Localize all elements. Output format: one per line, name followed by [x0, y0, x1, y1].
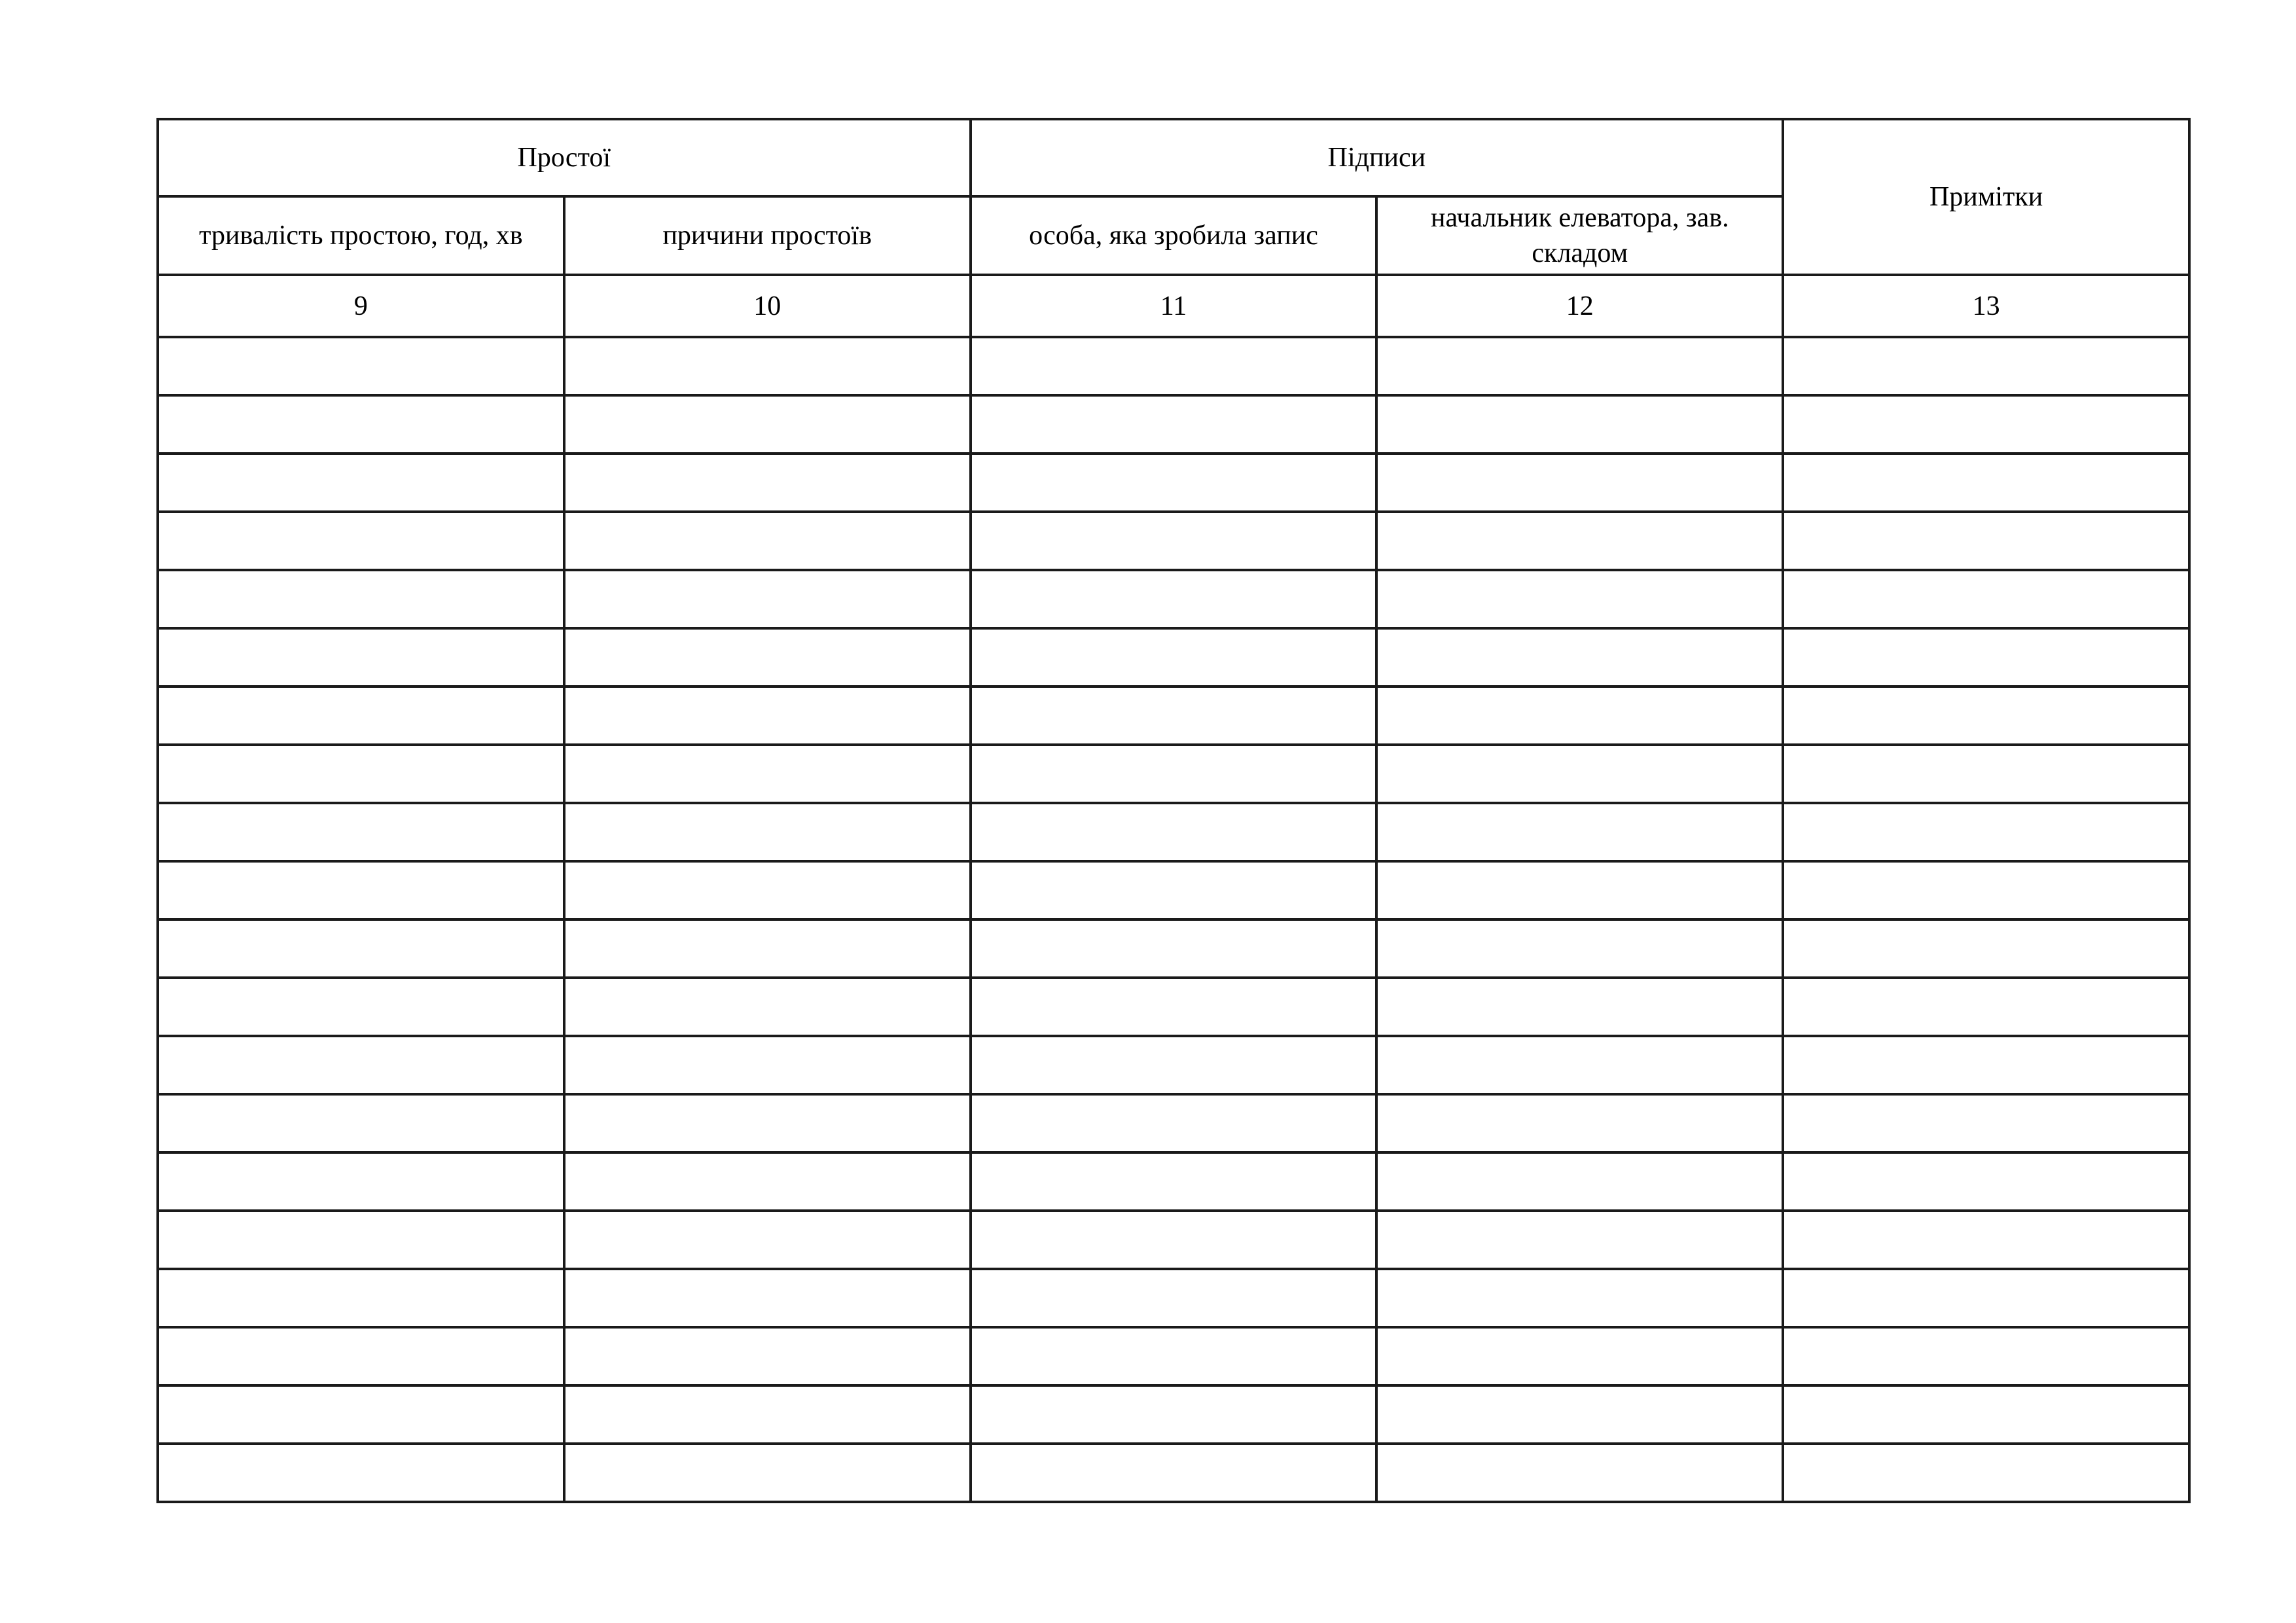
table-row	[158, 512, 2189, 570]
table-row	[158, 454, 2189, 512]
table-cell[interactable]	[158, 803, 564, 861]
table-cell[interactable]	[1783, 628, 2189, 687]
table-row	[158, 978, 2189, 1036]
table-cell[interactable]	[971, 1211, 1377, 1269]
table-cell[interactable]	[971, 861, 1377, 919]
table-cell[interactable]	[1783, 1094, 2189, 1152]
table-row	[158, 803, 2189, 861]
table-cell[interactable]	[1376, 512, 1783, 570]
downtime-log-table	[156, 118, 2191, 1503]
table-cell[interactable]	[1376, 687, 1783, 745]
table-cell[interactable]	[971, 919, 1377, 978]
table-cell[interactable]	[564, 1385, 971, 1444]
table-cell[interactable]	[564, 1327, 971, 1385]
table-cell[interactable]	[1783, 1152, 2189, 1211]
table-cell[interactable]	[971, 745, 1377, 803]
group-header-signatures: Підписи	[971, 119, 1784, 196]
table-cell[interactable]	[1376, 1444, 1783, 1502]
table-cell[interactable]	[1783, 454, 2189, 512]
table-cell[interactable]	[1376, 337, 1783, 395]
table-cell[interactable]	[1783, 570, 2189, 628]
table-cell[interactable]	[1783, 978, 2189, 1036]
column-number-row	[158, 275, 2189, 337]
table-cell[interactable]	[1783, 1444, 2189, 1502]
table-cell[interactable]	[1376, 1094, 1783, 1152]
table-cell[interactable]	[971, 1036, 1377, 1094]
table-cell[interactable]	[1376, 628, 1783, 687]
table-cell[interactable]	[564, 1094, 971, 1152]
table-cell[interactable]	[1783, 337, 2189, 395]
table-cell[interactable]	[1783, 745, 2189, 803]
table-row	[158, 1385, 2189, 1444]
table-cell[interactable]	[158, 1036, 564, 1094]
column-header-elevator-head: начальник елеватора, зав. складом	[1376, 196, 1783, 275]
table-row	[158, 570, 2189, 628]
table-cell[interactable]	[1376, 1269, 1783, 1327]
table-cell[interactable]	[1783, 919, 2189, 978]
table-cell[interactable]	[1376, 978, 1783, 1036]
group-header-row	[158, 119, 2189, 196]
table-cell[interactable]	[158, 454, 564, 512]
table-cell[interactable]	[564, 454, 971, 512]
table-row	[158, 861, 2189, 919]
table-cell[interactable]	[564, 745, 971, 803]
column-header-recorder: особа, яка зробила запис	[971, 196, 1377, 275]
column-number: 11	[971, 275, 1377, 337]
table-row	[158, 395, 2189, 454]
table-cell[interactable]	[971, 628, 1377, 687]
table-cell[interactable]	[564, 395, 971, 454]
table-cell[interactable]	[971, 570, 1377, 628]
table-cell[interactable]	[158, 1327, 564, 1385]
table-cell[interactable]	[564, 1269, 971, 1327]
table-cell[interactable]	[158, 978, 564, 1036]
table-cell[interactable]	[564, 337, 971, 395]
table-cell[interactable]	[971, 1152, 1377, 1211]
table-row	[158, 919, 2189, 978]
table-cell[interactable]	[1376, 919, 1783, 978]
table-cell[interactable]	[1783, 803, 2189, 861]
table-cell[interactable]	[1783, 1269, 2189, 1327]
column-header-notes: Примітки	[1783, 119, 2189, 275]
table-row	[158, 628, 2189, 687]
column-number: 9	[158, 275, 564, 337]
table-cell[interactable]	[1376, 1152, 1783, 1211]
table-cell[interactable]	[158, 861, 564, 919]
table-row	[158, 1152, 2189, 1211]
table-cell[interactable]	[564, 512, 971, 570]
column-number: 13	[1783, 275, 2189, 337]
table-cell[interactable]	[1376, 1036, 1783, 1094]
table-cell[interactable]	[1376, 1211, 1783, 1269]
table-cell[interactable]	[971, 978, 1377, 1036]
table-row	[158, 1327, 2189, 1385]
table-cell[interactable]	[1783, 1327, 2189, 1385]
table-cell[interactable]	[564, 1444, 971, 1502]
table-cell[interactable]	[971, 1385, 1377, 1444]
table-cell[interactable]	[1783, 512, 2189, 570]
table-cell[interactable]	[158, 628, 564, 687]
table-cell[interactable]	[158, 337, 564, 395]
table-cell[interactable]	[158, 1211, 564, 1269]
table-cell[interactable]	[158, 1094, 564, 1152]
table-cell[interactable]	[971, 454, 1377, 512]
table-cell[interactable]	[971, 512, 1377, 570]
table-cell[interactable]	[158, 1152, 564, 1211]
table-row	[158, 1036, 2189, 1094]
table-cell[interactable]	[971, 1094, 1377, 1152]
table-row	[158, 687, 2189, 745]
table-cell[interactable]	[564, 628, 971, 687]
table-row	[158, 1211, 2189, 1269]
table-cell[interactable]	[971, 395, 1377, 454]
table-cell[interactable]	[971, 1269, 1377, 1327]
table-cell[interactable]	[564, 803, 971, 861]
table-cell[interactable]	[564, 861, 971, 919]
table-row	[158, 337, 2189, 395]
table-cell[interactable]	[158, 1269, 564, 1327]
table-row	[158, 1269, 2189, 1327]
table-cell[interactable]	[1783, 861, 2189, 919]
table-cell[interactable]	[1783, 1385, 2189, 1444]
table-cell[interactable]	[564, 687, 971, 745]
table-cell[interactable]	[564, 1211, 971, 1269]
table-cell[interactable]	[158, 1385, 564, 1444]
table-cell[interactable]	[1376, 861, 1783, 919]
table-cell[interactable]	[158, 745, 564, 803]
table-cell[interactable]	[1783, 1036, 2189, 1094]
table-cell[interactable]	[158, 570, 564, 628]
table-cell[interactable]	[158, 687, 564, 745]
table-cell[interactable]	[1376, 1327, 1783, 1385]
table-cell[interactable]	[158, 395, 564, 454]
table-cell[interactable]	[1783, 395, 2189, 454]
table-cell[interactable]	[564, 919, 971, 978]
table-cell[interactable]	[564, 570, 971, 628]
table-row	[158, 1094, 2189, 1152]
table-cell[interactable]	[971, 1444, 1377, 1502]
table-row	[158, 745, 2189, 803]
column-header-reasons: причини простоїв	[564, 196, 971, 275]
table-cell[interactable]	[1376, 745, 1783, 803]
table-cell[interactable]	[971, 337, 1377, 395]
table-cell[interactable]	[971, 1327, 1377, 1385]
table-cell[interactable]	[1376, 454, 1783, 512]
table-cell[interactable]	[158, 512, 564, 570]
table-cell[interactable]	[564, 978, 971, 1036]
table-cell[interactable]	[1783, 687, 2189, 745]
table-cell[interactable]	[1376, 803, 1783, 861]
table-cell[interactable]	[1376, 1385, 1783, 1444]
column-number: 10	[564, 275, 971, 337]
column-header-duration: тривалість простою, год, хв	[158, 196, 564, 275]
table-cell[interactable]	[971, 803, 1377, 861]
table-cell[interactable]	[158, 1444, 564, 1502]
table-row	[158, 1444, 2189, 1502]
table-cell[interactable]	[1376, 570, 1783, 628]
table-cell[interactable]	[564, 1036, 971, 1094]
group-header-downtime: Простої	[158, 119, 971, 196]
table-cell[interactable]	[158, 919, 564, 978]
table-cell[interactable]	[1376, 395, 1783, 454]
table-cell[interactable]	[564, 1152, 971, 1211]
table-cell[interactable]	[1783, 1211, 2189, 1269]
table-cell[interactable]	[971, 687, 1377, 745]
column-number: 12	[1376, 275, 1783, 337]
